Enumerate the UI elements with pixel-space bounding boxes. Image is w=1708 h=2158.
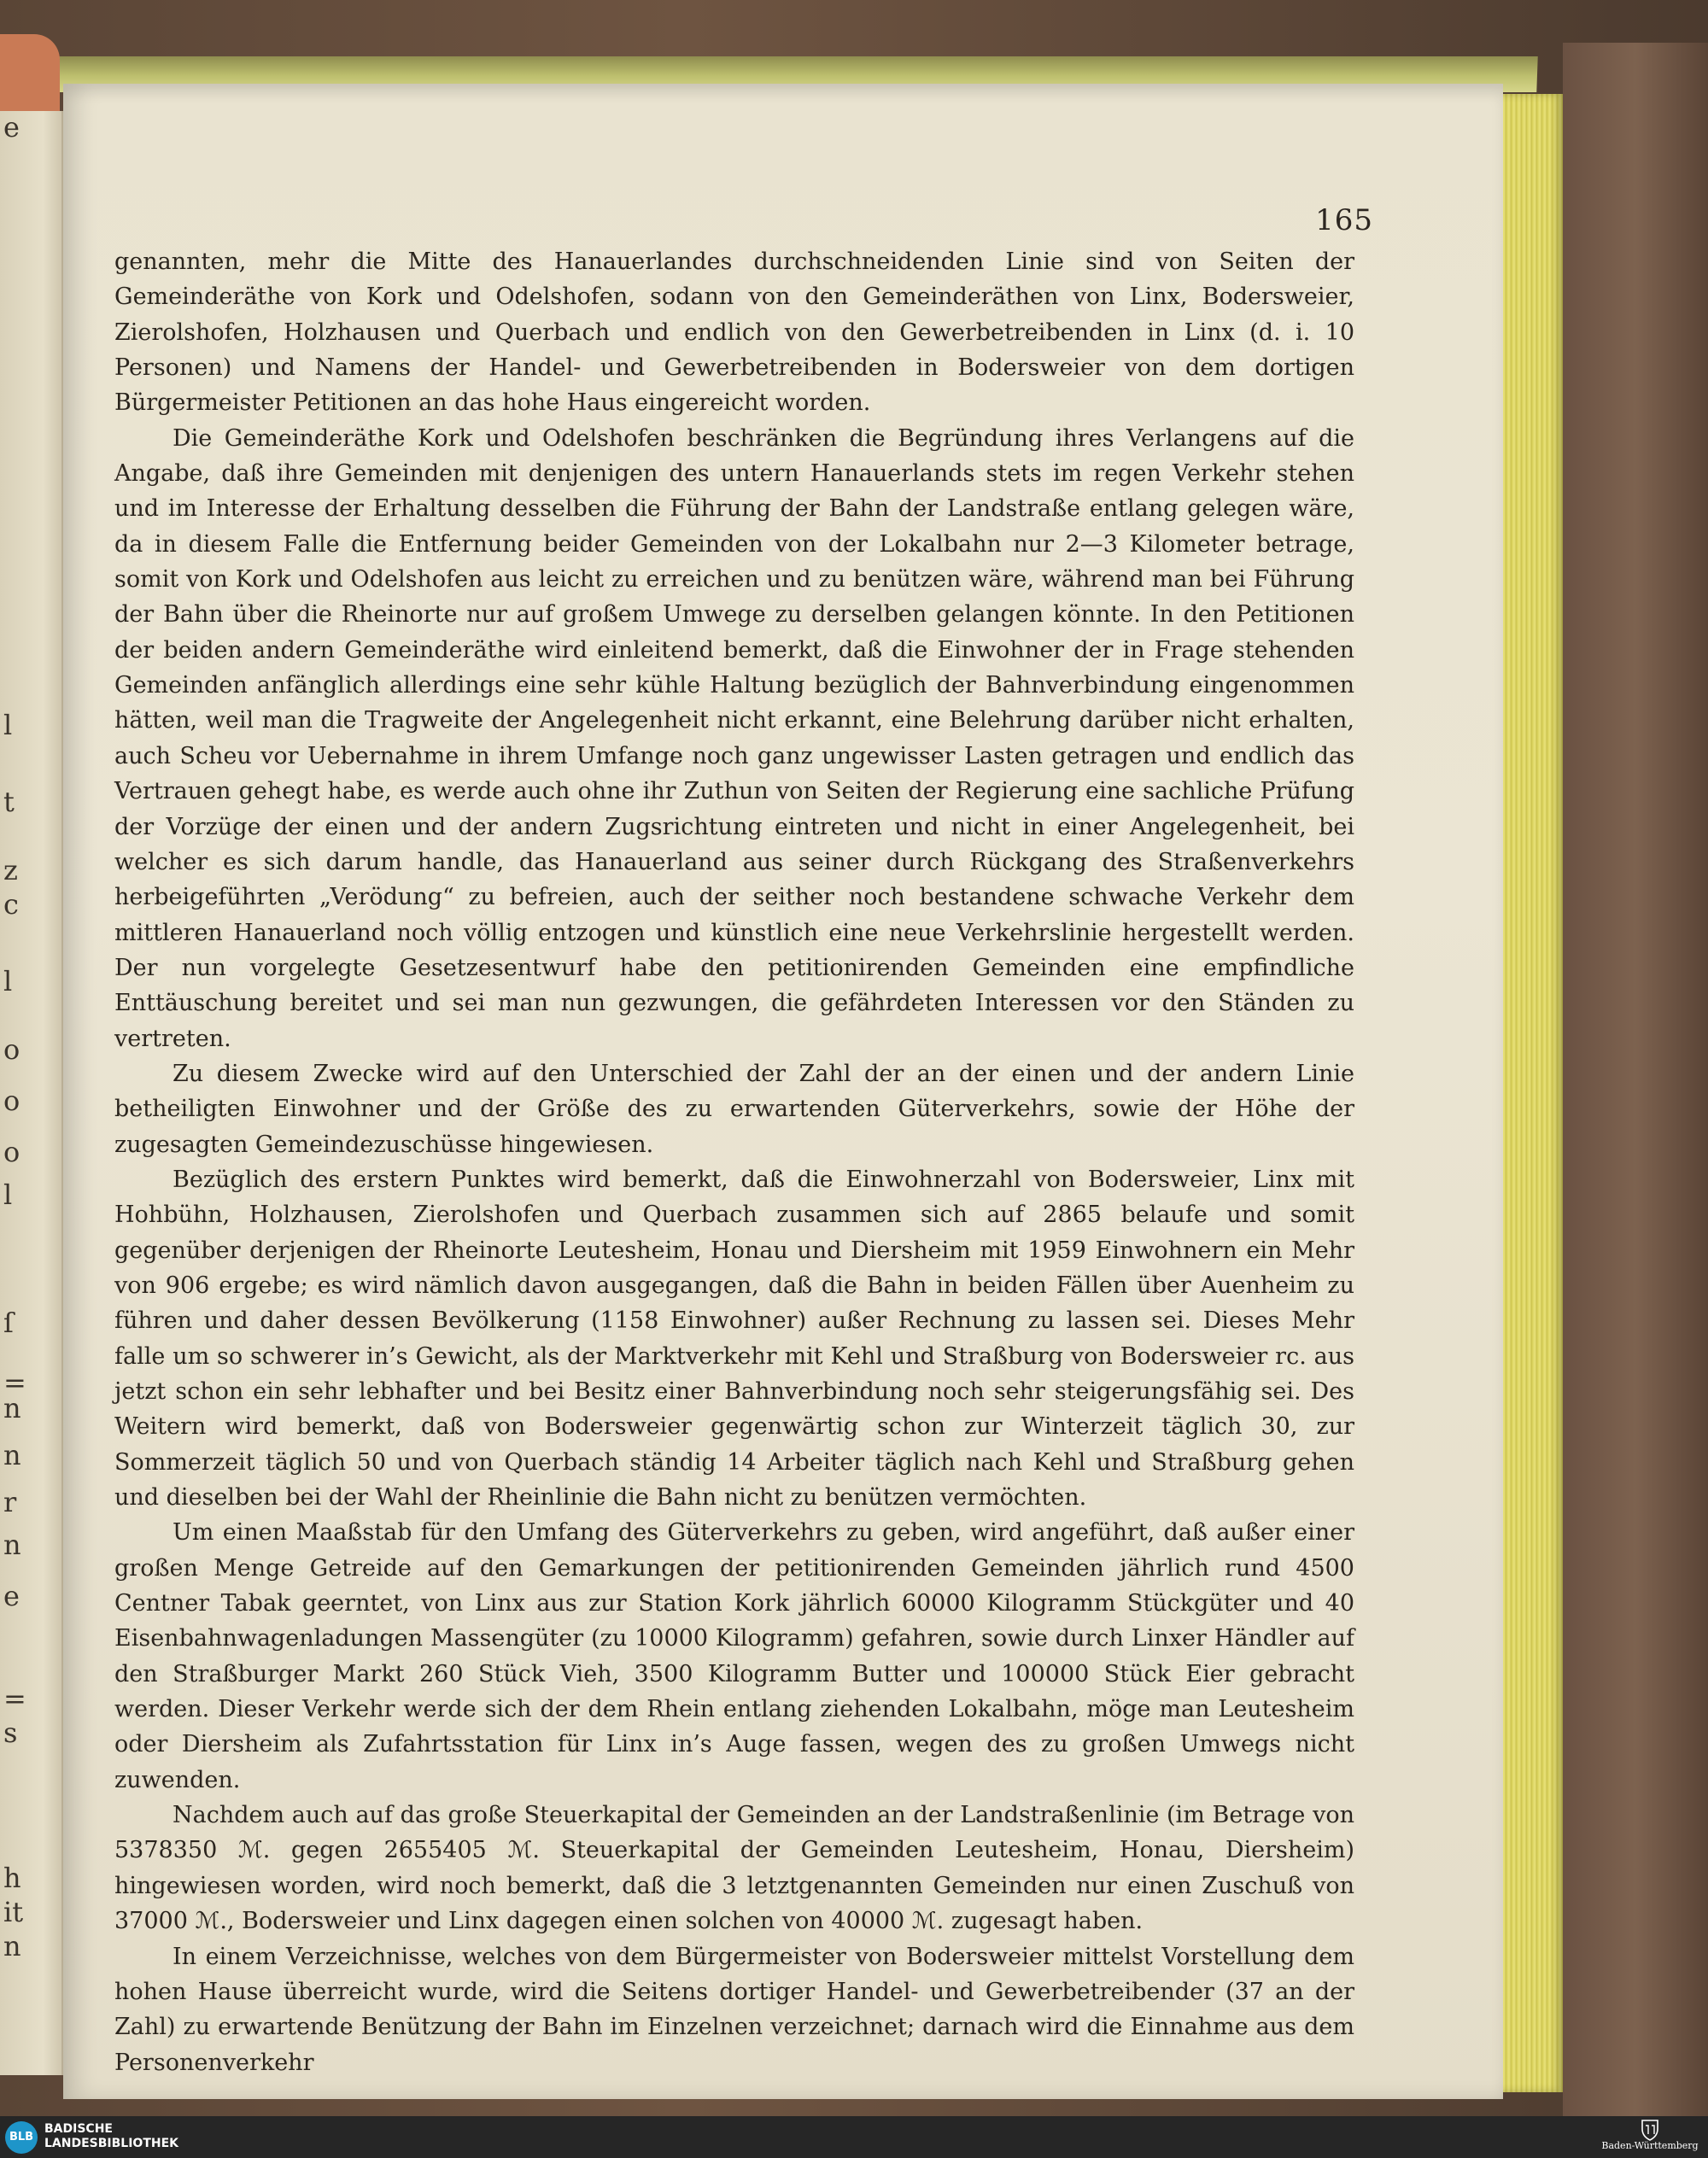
- margin-fragment: o: [3, 1085, 20, 1117]
- page-number: 165: [1315, 203, 1373, 237]
- margin-fragment: r: [3, 1486, 17, 1518]
- margin-fragment: l: [3, 709, 13, 741]
- document-page: [63, 84, 1503, 2099]
- state-logo[interactable]: [1599, 2119, 1701, 2156]
- paragraph: Zu diesem Zwecke wird auf den Unterschied der Zahl der an der einen und der andern Linie betheiligten Einwohner und der Größe des zu erwartenden Güterverkehrs, sowie der Höhe der zugesagten Gemeindezuschüsse hingewiesen.: [114, 1060, 1354, 1158]
- margin-fragment: e: [3, 111, 20, 143]
- blb-logo[interactable]: BLB: [5, 2121, 38, 2154]
- margin-fragment: n: [3, 1439, 21, 1471]
- paragraph: In einem Verzeichnisse, welches von dem Bürgermeister von Bodersweier mittelst Vorstellung dem hohen Hause überreicht wurde, wird die Seitens dortiger Handel- und Gewerbetreibender (37 an der Zahl) zu erwartende Benützung der Bahn im Einzelnen verzeichnet; darnach wird die Einnahme aus dem Personenverkehr: [114, 1943, 1354, 2076]
- paragraph: Nachdem auch auf das große Steuerkapital der Gemeinden an der Landstraßenlinie (im Betrage von 5378350 ℳ. gegen 2655405 ℳ. Steuerkapital der Gemeinden Leutesheim, Honau, Diersheim) hingewiesen worden, wird noch bemerkt, daß die 3 letztgenannten Gemeinden nur einen Zuschuß von 37000 ℳ., Bodersweier und Linx dagegen einen solchen von 40000 ℳ. zugesagt haben.: [114, 1802, 1354, 1935]
- library-name-line1: BADISCHE: [44, 2122, 113, 2136]
- margin-fragment: =: [3, 1682, 26, 1715]
- margin-fragment: o: [3, 1136, 20, 1168]
- paragraph: Um einen Maaßstab für den Umfang des Güterverkehrs zu geben, wird angeführt, daß außer einer großen Menge Getreide auf den Gemarkungen der petitionirenden Gemeinden jährlich rund 4500 Centner Tabak geerntet, von Linx aus zur Station Kork jährlich 60000 Kilogramm Stückgüter und 40 Eisenbahnwagenladungen Massengüter (zu 10000 Kilogramm) gefahren, sowie durch Linxer Händler auf den Straßburger Markt 260 Stück Vieh, 3500 Kilogramm Butter und 100000 Stück Eier gebracht werden. Dieser Verkehr werde sich der dem Rhein entlang ziehenden Lokalbahn, möge man Leutesheim oder Diersheim als Zufahrtsstation für Linx in’s Auge fassen, wegen des zu großen Umwegs nicht zuwenden.: [114, 1519, 1354, 1793]
- book-cover-right: [1563, 43, 1708, 2116]
- library-name: [44, 2122, 178, 2151]
- previous-page-strip: [0, 111, 63, 2075]
- margin-fragment: l: [3, 1178, 13, 1211]
- margin-fragment: n: [3, 1392, 21, 1424]
- margin-fragment: s: [3, 1716, 18, 1749]
- footer-bar: [0, 2116, 1708, 2158]
- paragraph: Bezüglich des erstern Punktes wird bemerkt, daß die Einwohnerzahl von Bodersweier, Linx mit Hohbühn, Holzhausen, Zierolshofen und Querbach zusammen sich auf 2865 belaufe und somit gegenüber derjenigen der Rheinorte Leutesheim, Honau und Diersheim mit 1959 Einwohnern ein Mehr von 906 ergebe; es wird nämlich davon ausgegangen, daß die Bahn in beiden Fällen über Auenheim zu führen und daher dessen Bevölkerung (1158 Einwohner) außer Rechnung zu lassen sei. Dieses Mehr falle um so schwerer in’s Gewicht, als der Marktverkehr mit Kehl und Straßburg von Bodersweier rc. aus jetzt schon ein sehr lebhafter und bei Besitz einer Bahnverbindung noch sehr steigerungsfähig sei. Des Weitern wird bemerkt, daß von Bodersweier gegenwärtig schon zur Winterzeit täglich 30, zur Sommerzeit täglich 50 und von Querbach ständig 14 Arbeiter täglich nach Kehl und Straßburg gehen und dieselben bei der Wahl der Rheinlinie die Bahn nicht zu benützen vermöchten.: [114, 1166, 1354, 1512]
- margin-fragment: it: [3, 1896, 24, 1928]
- library-name-line2: LANDESBIBLIOTHEK: [44, 2137, 179, 2150]
- paragraph: Die Gemeinderäthe Kork und Odelshofen beschränken die Begründung ihres Verlangens auf die Angabe, daß ihre Gemeinden mit denjenigen des untern Hanauerlands stets im regen Verkehr stehen und im Interesse der Erhaltung desselben die Führung der Bahn der Landstraße entlang gelegen wäre, da in diesem Falle die Entfernung beider Gemeinden von der Lokalbahn nur 2—3 Kilometer betrage, somit von Kork und Odelshofen aus leicht zu erreichen und zu benützen wäre, während man bei Führung der Bahn über die Rheinorte nur auf großem Umwege zu derselben gelangen könnte. In den Petitionen der beiden andern Gemeinderäthe wird einleitend bemerkt, daß die Einwohner der in Frage stehenden Gemeinden anfänglich allerdings eine sehr kühle Haltung bezüglich der Bahnverbindung eingenommen hätten, weil man die Tragweite der Angelegenheit nicht erkannt, eine Belehrung darüber nicht erhalten, auch Scheu vor Uebernahme in ihrem Umfange noch ganz ungewisser Lasten getragen und endlich das Vertrauen gehegt habe, es werde auch ohne ihr Zuthun von Seiten der Regierung eine sachliche Prüfung der Vorzüge der einen und der andern Zugsrichtung eintreten und nicht in einer Angelegenheit, bei welcher es sich darum handle, das Hanauerland aus seiner durch Rückgang des Straßenverkehrs herbeigeführten „Verödung“ zu befreien, auch der seither noch bestandene schwache Verkehr dem mittleren Hanauerland noch völlig entzogen und künstlich eine neue Verkehrslinie hergestellt werden. Der nun vorgelegte Gesetzesentwurf habe den petitionirenden Gemeinden eine empfindliche Enttäuschung bereitet und sei man nun gezwungen, die gefährdeten Interessen vor den Ständen zu vertreten.: [114, 424, 1354, 1052]
- body-text: [114, 244, 1354, 2080]
- margin-fragment: o: [3, 1033, 20, 1066]
- previous-page-corner: [0, 34, 60, 120]
- margin-fragment: ſ: [3, 1307, 14, 1339]
- margin-fragment: h: [3, 1862, 21, 1894]
- margin-fragment: c: [3, 888, 19, 921]
- margin-fragment: n: [3, 1930, 21, 1962]
- margin-fragment: n: [3, 1529, 21, 1561]
- margin-fragment: z: [3, 854, 18, 886]
- margin-fragment: =: [3, 1366, 26, 1399]
- coat-of-arms-icon: [1641, 2119, 1659, 2141]
- margin-fragment: l: [3, 965, 13, 997]
- margin-fragment: t: [3, 786, 15, 818]
- state-label: Baden-Württemberg: [1601, 2140, 1699, 2151]
- margin-fragment: e: [3, 1580, 20, 1612]
- paragraph: genannten, mehr die Mitte des Hanauerlandes durchschneidenden Linie sind von Seiten der Gemeinderäthe von Kork und Odelshofen, sodann von den Gemeinderäthen von Linx, Bodersweier, Zierolshofen, Holzhausen und Querbach und endlich von den Gewerbetreibenden in Linx (d. i. 10 Personen) und Namens der Handel- und Gewerbetreibenden in Bodersweier von dem dortigen Bürgermeister Petitionen an das hohe Haus eingereicht worden.: [114, 249, 1354, 417]
